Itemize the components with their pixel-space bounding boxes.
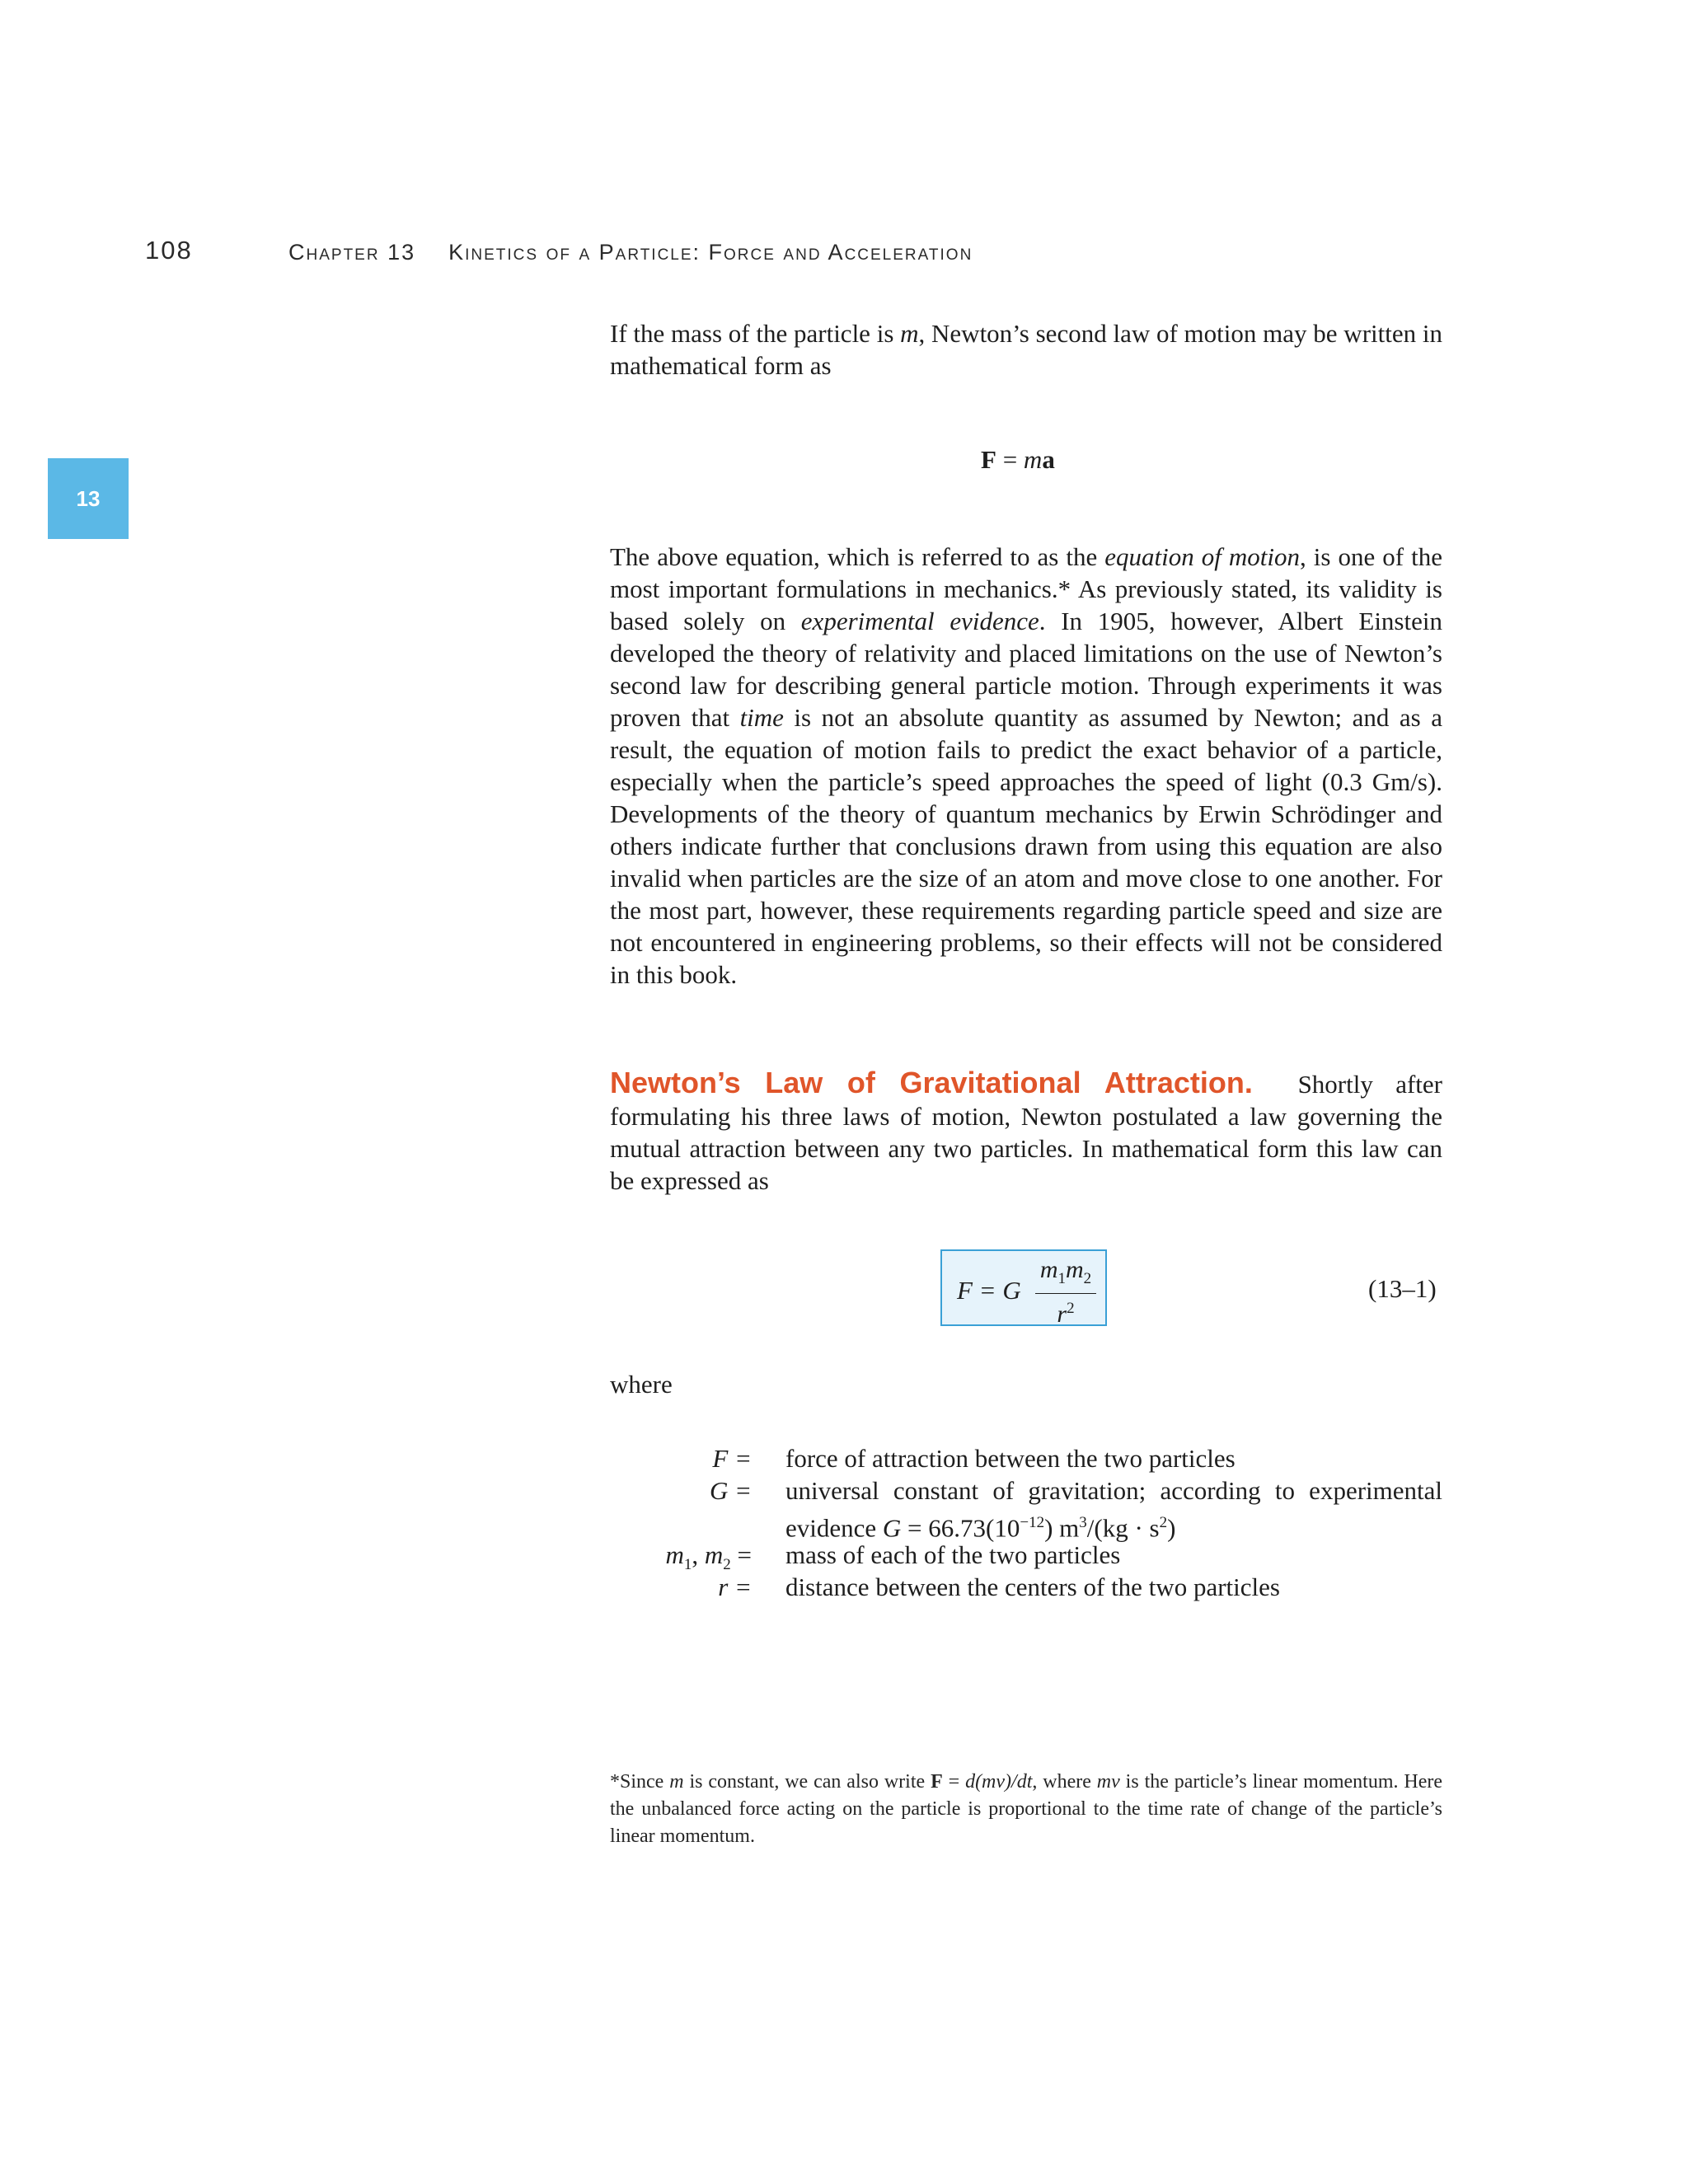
gravity-eq-lhs: F = G bbox=[957, 1276, 1021, 1305]
motion-emph-1: equation of motion bbox=[1104, 542, 1301, 571]
motion-text-4: is not an absolute quantity as assumed by Newton; and as a result, the equation of motion fails to predict the exact behavior of a particle, especially when the particle’s speed approaches the speed of light (0.3 Gm/s). Developments of the theory of quantum mechanics by Erwin Schrödinger and others indicate further that conclusions drawn from using this equation are also invalid when particles are the size of an atom and move close to one another. For the most part, however, these requirements regarding particle speed and size are not encountered in engineering problems, so their effects will not be considered in this book. bbox=[610, 703, 1442, 989]
motion-paragraph bbox=[610, 541, 1442, 991]
where-label: where bbox=[610, 1370, 673, 1399]
gravitation-text: Shortly after formulating his three laws of motion, Newton postulated a law governing the mutual attraction between any two particles. In mathematical form this law can be expressed as bbox=[610, 1070, 1442, 1195]
eq-force: F bbox=[981, 445, 996, 474]
def-symbol-F: F = bbox=[712, 1444, 752, 1473]
gravity-eq-denominator: $r^2$ bbox=[1057, 1300, 1075, 1328]
motion-text-1: The above equation, which is referred to as the bbox=[610, 542, 1105, 571]
def-symbol-G: G = bbox=[709, 1476, 752, 1505]
section-heading: Newton’s Law of Gravitational Attraction. bbox=[610, 1066, 1253, 1099]
gravity-eq-numerator: $m_1m_2$ bbox=[1035, 1256, 1096, 1294]
def-text-r: distance between the centers of the two particles bbox=[785, 1572, 1280, 1601]
intro-paragraph bbox=[610, 317, 1442, 382]
motion-emph-2: experimental evidence bbox=[800, 607, 1039, 635]
eq-acceleration: a bbox=[1042, 445, 1055, 474]
chapter-label: Chapter 13 bbox=[288, 240, 416, 265]
page-number: 108 bbox=[145, 236, 193, 265]
def-symbol-m1-m2: $m_1$, $m_2$ = bbox=[665, 1540, 752, 1574]
intro-m: m bbox=[900, 319, 919, 348]
equation-number: (13–1) bbox=[1368, 1274, 1437, 1303]
chapter-tab: 13 bbox=[48, 458, 129, 539]
def-text-m1-m2: mass of each of the two particles bbox=[785, 1540, 1121, 1569]
motion-text-3: . In 1905, however, Albert Einstein developed the theory of relativity and placed limitations on the use of Newton’s second law for describing general particle motion. Through experiments it was proven that bbox=[610, 607, 1442, 732]
running-head bbox=[288, 240, 973, 265]
gravitation-equation-box bbox=[940, 1249, 1107, 1326]
chapter-title: Kinetics of a Particle: Force and Acceleration bbox=[448, 240, 973, 265]
intro-text-1: If the mass of the particle is bbox=[610, 319, 901, 348]
gravity-eq-fraction bbox=[1035, 1256, 1096, 1329]
def-text-F: force of attraction between the two particles bbox=[785, 1444, 1236, 1473]
def-symbol-r: r = bbox=[718, 1572, 752, 1601]
motion-emph-3: time bbox=[739, 703, 784, 732]
intro-text-2: , Newton’s second law of motion may be written in mathematical form as bbox=[610, 319, 1442, 380]
def-text-G: universal constant of gravitation; according to experimental evidence $G = 66.73(10^{-12}) m^3/(kg \cdot s^2)$ bbox=[785, 1476, 1442, 1543]
eq-equals: = bbox=[1002, 445, 1018, 474]
eq-mass: m bbox=[1023, 445, 1043, 474]
motion-text-2: , is one of the most important formulations in mechanics.* As previously stated, its validity is based solely on bbox=[610, 542, 1442, 635]
gravitation-paragraph bbox=[610, 1066, 1442, 1197]
footnote: *Since m is constant, we can also write F = d(mv)/dt, where mv is the particle’s linear momentum. Here the unbalanced force acting on the particle is proportional to the time rate of change of the particle’s linear momentum. bbox=[610, 1771, 1443, 1847]
equation-of-motion bbox=[981, 445, 1055, 475]
